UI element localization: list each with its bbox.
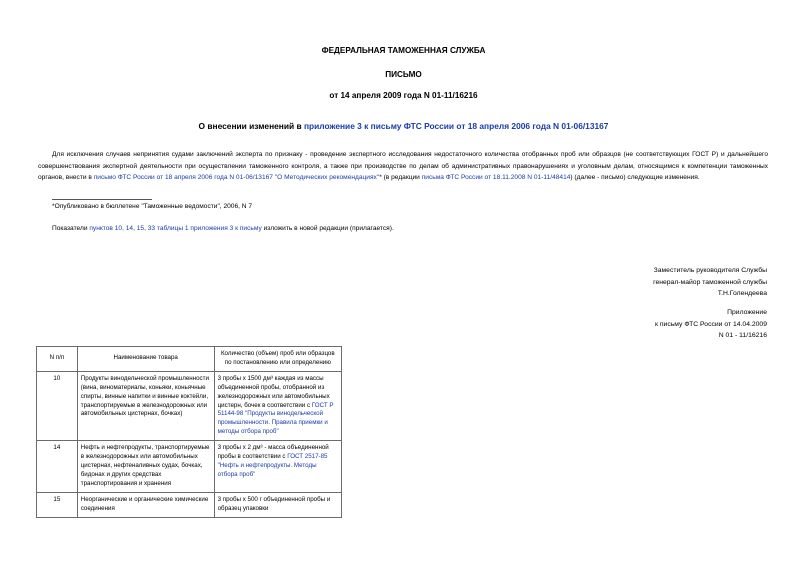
signature-name: Т.Н.Голендеева bbox=[717, 290, 767, 297]
title-prefix: О внесении изменений в bbox=[198, 121, 304, 131]
samples-table bbox=[36, 346, 342, 518]
p1-revision-link[interactable]: письма ФТС России от 18.11.2008 N 01-11/48414 bbox=[421, 174, 571, 181]
appendix-number: N 01 - 11/16216 bbox=[718, 332, 767, 339]
p1-text-2: * (в редакции bbox=[379, 174, 422, 181]
row-number: 10 bbox=[37, 371, 78, 440]
row-quantity-text: 3 пробы х 2 дм³ - масса объединенной пробы в соответствии с bbox=[217, 444, 329, 461]
signature-position: Заместитель руководителя Службы bbox=[653, 267, 767, 274]
row-number: 14 bbox=[37, 441, 78, 493]
agency-name: ФЕДЕРАЛЬНАЯ ТАМОЖЕННАЯ СЛУЖБА bbox=[321, 46, 486, 55]
paragraph-1 bbox=[38, 149, 768, 184]
row-product-name: Нефть и нефтепродукты, транспортируемые в железнодорожных или автомобильных цистернах, нефтеналивных судах, бочках, бидонах и других средствах транспортирования и хранения bbox=[77, 441, 214, 493]
header-number: N п/п bbox=[37, 347, 78, 372]
table-row bbox=[37, 441, 342, 493]
row-product-name: Продукты винодельческой промышленности (вина, виноматериалы, коньяки, коньячные спирты, винные напитки и винные коктейли, транспортируемые в железнодорожных или автомобильных цистернах, бочках) bbox=[77, 371, 214, 440]
row-quantity bbox=[214, 371, 341, 440]
row-quantity-text: 3 пробы х 500 г объединенной пробы и образец упаковки bbox=[217, 495, 331, 512]
appendix-block bbox=[655, 307, 767, 342]
p2-text-2: изложить в новой редакции (прилагается). bbox=[261, 225, 394, 232]
header-product-name: Наименование товара bbox=[77, 347, 214, 372]
paragraph-2 bbox=[52, 223, 394, 235]
p1-letter-link[interactable]: письмо ФТС России от 18 апреля 2006 года N 01-06/13167 "О Методических рекомендациях" bbox=[93, 174, 380, 181]
signature-rank: генерал-майор таможенной службы bbox=[653, 278, 767, 286]
table-row bbox=[37, 492, 342, 517]
row-number: 15 bbox=[37, 492, 78, 517]
row-quantity bbox=[214, 492, 341, 517]
header-quantity: Количество (объем) проб или образцов по постановлению или определению bbox=[214, 347, 341, 372]
document-title bbox=[0, 121, 807, 131]
p2-table-link[interactable]: пунктов 10, 14, 15, 33 таблицы 1 приложения 3 к письму bbox=[89, 225, 262, 232]
row-gost-link[interactable]: ГОСТ Р 51144-98 "Продукты винодельческой промышленности. Правила приемки и методы отбора проб" bbox=[217, 401, 334, 436]
p1-text-1: Для исключения случаев непринятия судами заключений эксперта по признаку - проведение экспертного исследования недостаточного количества отобранных проб или образцов (не соответствующих ГОСТ Р) и дальнейшего совершенствования экспертной деятельности при осуществлении таможенного контроля, а также при производстве по делам об административных правонарушениях и уголовным делам, относящимся к компетенции таможенных органов, внести в bbox=[38, 151, 768, 181]
title-appendix-link[interactable]: приложение 3 к письму ФТС России от 18 апреля 2006 года N 01-06/13167 bbox=[303, 121, 609, 131]
appendix-label: Приложение bbox=[727, 309, 767, 316]
table-header-row bbox=[37, 347, 342, 372]
footnote-divider bbox=[52, 199, 152, 200]
p1-text-3: ) (далее - письмо) следующие изменения. bbox=[570, 174, 700, 181]
footnote: *Опубликовано в бюллетене "Таможенные ведомости", 2006, N 7 bbox=[52, 203, 253, 210]
appendix-reference: к письму ФТС России от 14.04.2009 bbox=[655, 320, 767, 328]
p2-text-1: Показатели bbox=[52, 225, 90, 232]
signature-block bbox=[653, 265, 767, 300]
table-row bbox=[37, 371, 342, 440]
document-type: ПИСЬМО bbox=[385, 70, 422, 79]
row-quantity-text: 3 пробы х 1500 дм³ каждая из массы объединенной пробы, отобранной из железнодорожных или автомобильных цистерн, бочек в соответствии с bbox=[217, 374, 330, 409]
row-product-name: Неорганические и органические химические соединения bbox=[77, 492, 214, 517]
row-gost-link[interactable]: ГОСТ 2517-85 "Нефть и нефтепродукты. Методы отбора проб" bbox=[217, 453, 328, 478]
document-date-number: от 14 апреля 2009 года N 01-11/16216 bbox=[329, 91, 478, 100]
row-quantity bbox=[214, 441, 341, 493]
